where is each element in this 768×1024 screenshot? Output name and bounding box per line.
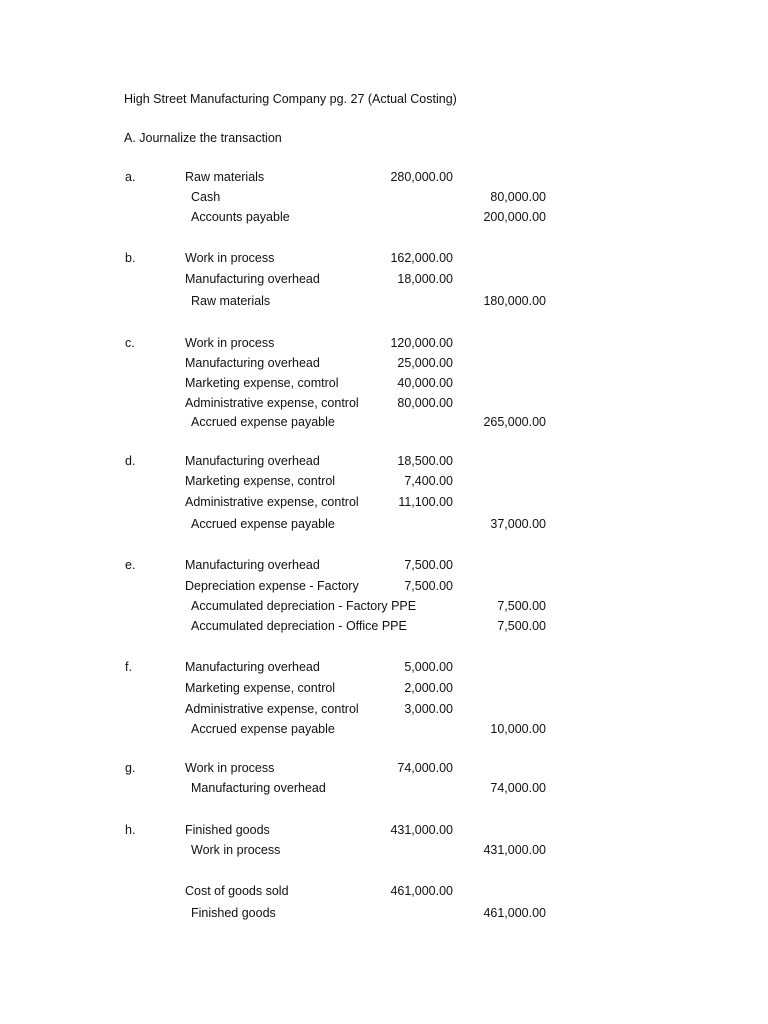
- journal-line: [0, 843, 768, 861]
- account-name: Manufacturing overhead: [185, 454, 320, 468]
- credit-amount: 200,000.00: [483, 210, 546, 224]
- credit-amount: 461,000.00: [483, 906, 546, 920]
- journal-line: [0, 599, 768, 617]
- journal-line: [0, 336, 768, 354]
- journal-line: [0, 558, 768, 576]
- account-name: Raw materials: [185, 170, 265, 184]
- entry-letter: c.: [125, 336, 135, 350]
- debit-amount: 25,000.00: [397, 356, 453, 370]
- journal-line: [0, 454, 768, 472]
- document-title: High Street Manufacturing Company pg. 27 (Actual Costing): [124, 92, 457, 106]
- journal-line: [0, 474, 768, 492]
- account-name: Work in process: [191, 843, 281, 857]
- account-name: Administrative expense, control: [185, 495, 359, 509]
- journal-line: [0, 619, 768, 637]
- entry-letter: h.: [125, 823, 136, 837]
- credit-amount: 265,000.00: [483, 415, 546, 429]
- credit-amount: 37,000.00: [490, 517, 546, 531]
- entry-letter: g.: [125, 761, 136, 775]
- debit-amount: 7,500.00: [404, 558, 453, 572]
- account-name: Accumulated depreciation - Factory PPE: [191, 599, 417, 613]
- debit-amount: 7,400.00: [404, 474, 453, 488]
- account-name: Raw materials: [191, 294, 271, 308]
- account-name: Cost of goods sold: [185, 884, 289, 898]
- credit-amount: 180,000.00: [483, 294, 546, 308]
- credit-amount: 80,000.00: [490, 190, 546, 204]
- account-name: Manufacturing overhead: [185, 272, 320, 286]
- account-name: Manufacturing overhead: [185, 356, 320, 370]
- account-name: Finished goods: [185, 823, 270, 837]
- journal-line: [0, 761, 768, 779]
- entry-letter: f.: [125, 660, 132, 674]
- entry-letter: a.: [125, 170, 136, 184]
- account-name: Marketing expense, control: [185, 681, 336, 695]
- journal-line: [0, 660, 768, 678]
- debit-amount: 120,000.00: [390, 336, 453, 350]
- journal-line: [0, 495, 768, 513]
- debit-amount: 5,000.00: [404, 660, 453, 674]
- journal-line: [0, 579, 768, 597]
- journal-line: [0, 170, 768, 188]
- journal-line: [0, 415, 768, 433]
- journal-line: [0, 356, 768, 374]
- credit-amount: 7,500.00: [497, 599, 546, 613]
- debit-amount: 74,000.00: [397, 761, 453, 775]
- debit-amount: 11,100.00: [398, 495, 453, 509]
- account-name: Depreciation expense - Factory: [185, 579, 359, 593]
- account-name: Manufacturing overhead: [185, 660, 320, 674]
- section-heading: A. Journalize the transaction: [124, 131, 282, 145]
- journal-line: [0, 517, 768, 535]
- account-name: Manufacturing overhead: [191, 781, 326, 795]
- account-name: Accrued expense payable: [191, 517, 335, 531]
- account-name: Finished goods: [191, 906, 276, 920]
- account-name: Accounts payable: [191, 210, 290, 224]
- credit-amount: 7,500.00: [497, 619, 546, 633]
- account-name: Work in process: [185, 251, 275, 265]
- journal-line: [0, 251, 768, 269]
- journal-line: [0, 884, 768, 902]
- entry-letter: e.: [125, 558, 136, 572]
- account-name: Manufacturing overhead: [185, 558, 320, 572]
- journal-line: [0, 376, 768, 394]
- journal-line: [0, 190, 768, 208]
- journal-line: [0, 781, 768, 799]
- debit-amount: 3,000.00: [404, 702, 453, 716]
- debit-amount: 18,500.00: [397, 454, 453, 468]
- journal-line: [0, 272, 768, 290]
- debit-amount: 461,000.00: [390, 884, 453, 898]
- debit-amount: 80,000.00: [397, 396, 453, 410]
- account-name: Accumulated depreciation - Office PPE: [191, 619, 407, 633]
- account-name: Marketing expense, comtrol: [185, 376, 339, 390]
- debit-amount: 40,000.00: [397, 376, 453, 390]
- credit-amount: 10,000.00: [490, 722, 546, 736]
- credit-amount: 74,000.00: [490, 781, 546, 795]
- account-name: Accrued expense payable: [191, 415, 335, 429]
- journal-line: [0, 823, 768, 841]
- journal-line: [0, 210, 768, 228]
- account-name: Administrative expense, control: [185, 702, 359, 716]
- debit-amount: 2,000.00: [404, 681, 453, 695]
- account-name: Accrued expense payable: [191, 722, 335, 736]
- account-name: Cash: [191, 190, 221, 204]
- debit-amount: 280,000.00: [390, 170, 453, 184]
- account-name: Work in process: [185, 761, 275, 775]
- journal-line: [0, 396, 768, 414]
- entry-letter: b.: [125, 251, 136, 265]
- debit-amount: 18,000.00: [397, 272, 453, 286]
- journal-line: [0, 906, 768, 924]
- debit-amount: 7,500.00: [404, 579, 453, 593]
- journal-line: [0, 722, 768, 740]
- account-name: Administrative expense, control: [185, 396, 359, 410]
- entry-letter: d.: [125, 454, 136, 468]
- journal-line: [0, 294, 768, 312]
- account-name: Work in process: [185, 336, 275, 350]
- journal-line: [0, 681, 768, 699]
- journal-line: [0, 702, 768, 720]
- debit-amount: 162,000.00: [390, 251, 453, 265]
- debit-amount: 431,000.00: [390, 823, 453, 837]
- account-name: Marketing expense, control: [185, 474, 336, 488]
- credit-amount: 431,000.00: [483, 843, 546, 857]
